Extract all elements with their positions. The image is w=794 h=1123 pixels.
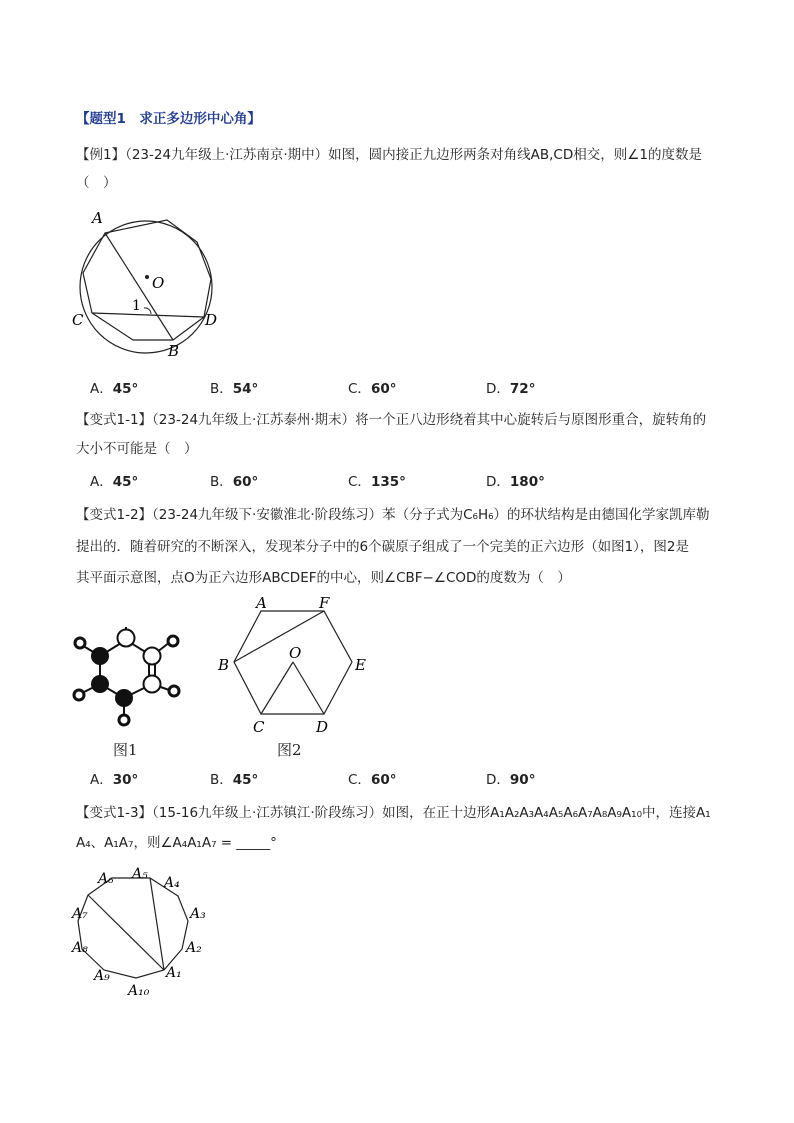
label-d: D [205, 311, 218, 329]
nonagon [83, 220, 211, 340]
segment-oc [261, 662, 293, 714]
hydrogen-atom [75, 638, 85, 648]
label-a5: A₅ [132, 866, 148, 882]
variant-1-3-text-line2: A₄、A₁A₇，则∠A₄A₁A₇ = _____° [76, 835, 277, 851]
section-title: 【题型1 求正多边形中心角】 [76, 111, 261, 127]
variant-1-1-option-a: A．45° [90, 474, 139, 490]
segment-a1-a4 [150, 878, 164, 970]
hydrogen-atom [169, 686, 179, 696]
variant-1-3-text-line1: 【变式1-3】（15-16九年级上·江苏镇江·阶段练习）如图，在正十边形A₁A₂A₃A₄A₅A₆A₇A₈A₉A₁₀中，连接A₁ [76, 805, 711, 821]
nonagon-figure [70, 205, 230, 360]
variant-1-2-text-line3: 其平面示意图，点O为正六边形ABCDEF的中心，则∠CBF−∠COD的度数为（ ） [76, 570, 571, 586]
label-a2: A₂ [186, 940, 202, 956]
example-1-option-c: C．60° [348, 381, 397, 397]
variant-1-2-option-d: D．90° [486, 772, 536, 788]
label-a8: A₈ [72, 940, 88, 956]
decagon-figure [66, 862, 216, 1002]
label-c: C [72, 311, 84, 329]
variant-1-1-text-line1: 【变式1-1】（23-24九年级上·江苏泰州·期末）将一个正八边形绕着其中心旋转后与原图形重合，旋转角的 [76, 412, 707, 428]
variant-1-2-option-a: A．30° [90, 772, 139, 788]
variant-1-2-text-line1: 【变式1-2】（23-24九年级下·安徽淮北·阶段练习）苯（分子式为C₆H₆）的环状结构是由德国化学家凯库勒 [76, 507, 710, 523]
label-a9: A₉ [94, 968, 110, 984]
label-f: F [319, 594, 330, 612]
diagonal-cd [92, 313, 204, 317]
example-1-option-a: A．45° [90, 381, 139, 397]
label-b: B [218, 656, 230, 674]
carbon-atom-black [115, 689, 133, 707]
variant-1-2-text-line2: 提出的．随着研究的不断深入，发现苯分子中的6个碳原子组成了一个完美的正六边形（如图1），图2是 [76, 539, 690, 555]
label-o: O [289, 644, 302, 662]
segment-a1-a7 [88, 895, 164, 970]
carbon-atom-white [118, 630, 135, 647]
angle-1-arc [144, 308, 151, 314]
carbon-atom-black [91, 647, 109, 665]
label-angle-1: 1 [132, 298, 141, 314]
example-1-text-line1: 【例1】（23-24九年级上·江苏南京·期中）如图，圆内接正九边形两条对角线AB,CD相交，则∠1的度数是 [76, 147, 702, 163]
carbon-atom-white [144, 676, 161, 693]
label-a4: A₄ [164, 875, 180, 891]
hydrogen-atom [168, 636, 178, 646]
label-b: B [168, 342, 180, 360]
label-c: C [253, 718, 265, 736]
hydrogen-atom [119, 715, 129, 725]
figure-2-caption: 图2 [277, 741, 302, 759]
label-a7: A₇ [72, 906, 88, 922]
variant-1-2-option-c: C．60° [348, 772, 397, 788]
variant-1-1-option-b: B．60° [210, 474, 259, 490]
label-a: A [256, 594, 267, 612]
variant-1-1-option-c: C．135° [348, 474, 406, 490]
center-point [145, 275, 149, 279]
variant-1-2-option-b: B．45° [210, 772, 259, 788]
example-1-option-b: B．54° [210, 381, 259, 397]
decagon [78, 878, 188, 978]
carbon-atom-black [91, 675, 109, 693]
label-a3: A₃ [190, 906, 206, 922]
benzene-model-figure [66, 622, 188, 732]
label-o: O [152, 274, 165, 292]
example-1-option-d: D．72° [486, 381, 536, 397]
example-1-text-line2: （ ） [76, 175, 117, 191]
circumcircle [80, 221, 212, 353]
label-a6: A₆ [98, 871, 114, 887]
variant-1-1-text-line2: 大小不可能是（ ） [76, 441, 198, 457]
hexagon-figure [212, 594, 374, 739]
label-e: E [355, 656, 366, 674]
label-a10: A₁₀ [128, 983, 150, 999]
segment-od [293, 662, 324, 714]
label-a1: A₁ [166, 965, 182, 981]
label-d: D [316, 718, 329, 736]
label-a: A [92, 209, 103, 227]
hydrogen-atom [74, 690, 84, 700]
variant-1-1-option-d: D．180° [486, 474, 545, 490]
figure-1-caption: 图1 [113, 741, 138, 759]
carbon-atom-white [144, 648, 161, 665]
